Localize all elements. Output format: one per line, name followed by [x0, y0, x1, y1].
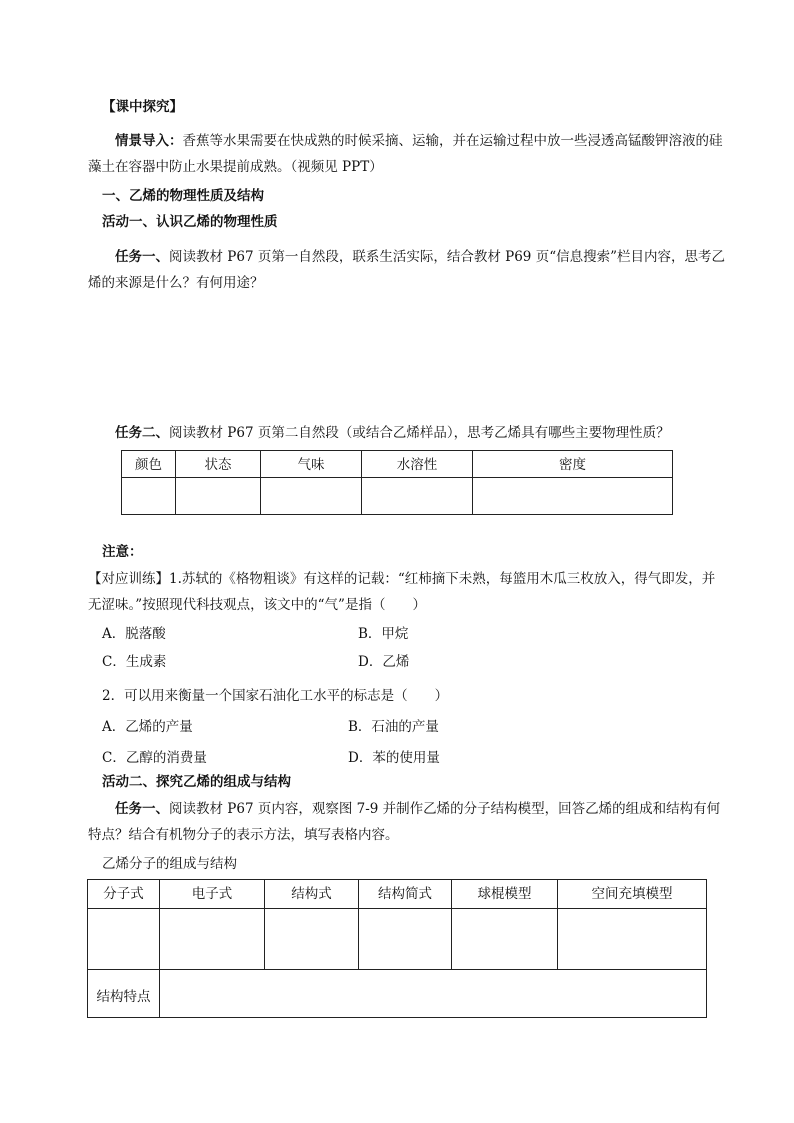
task2-paragraph — [88, 420, 728, 446]
practice-q2: 2．可以用来衡量一个国家石油化工水平的标志是（ ） — [102, 688, 449, 704]
cell-ball-stick-model[interactable] — [452, 909, 558, 970]
header-state: 状态 — [176, 451, 261, 478]
q1-option-a: A．脱落酸 — [102, 626, 166, 642]
structure-table — [87, 879, 707, 1018]
physical-properties-table — [121, 450, 673, 515]
note-label: 注意： — [102, 544, 143, 560]
q1-option-c: C．生成素 — [102, 654, 167, 670]
header-ball-stick-model: 球棍模型 — [452, 880, 558, 909]
header-structural-formula: 结构式 — [265, 880, 359, 909]
practice-q1 — [88, 566, 728, 618]
cell-electron-formula[interactable] — [160, 909, 265, 970]
cell-molecular-formula[interactable] — [88, 909, 160, 970]
cell-state[interactable] — [176, 478, 261, 515]
header-solubility: 水溶性 — [362, 451, 473, 478]
header-molecular-formula: 分子式 — [88, 880, 160, 909]
header-density: 密度 — [473, 451, 673, 478]
cell-condensed-formula[interactable] — [359, 909, 452, 970]
part1-title: 一、乙烯的物理性质及结构 — [102, 188, 264, 204]
header-electron-formula: 电子式 — [160, 880, 265, 909]
header-space-filling-model: 空间充填模型 — [558, 880, 707, 909]
header-odor: 气味 — [261, 451, 362, 478]
cell-odor[interactable] — [261, 478, 362, 515]
cell-space-filling-model[interactable] — [558, 909, 707, 970]
q2-option-a: A．乙烯的产量 — [102, 719, 193, 735]
task3-text: 阅读教材 P67 页内容，观察图 7-9 并制作乙烯的分子结构模型，回答乙烯的组成和结构有何特点？结合有机物分子的表示方法，填写表格内容。 — [88, 801, 721, 843]
header-color: 颜色 — [122, 451, 176, 478]
task1-paragraph — [88, 244, 728, 296]
q1-text: 1.苏轼的《格物粗谈》有这样的记载：“红柿摘下未熟，每篮用木瓜三枚放入，得气即发，并无涩味。”按照现代科技观点，该文中的“气”是指（ ） — [88, 571, 716, 613]
activity2-title: 活动二、探究乙烯的组成与结构 — [102, 774, 291, 790]
cell-structural-formula[interactable] — [265, 909, 359, 970]
table2-caption: 乙烯分子的组成与结构 — [102, 856, 237, 872]
q2-option-b: B．石油的产量 — [348, 719, 439, 735]
q1-option-d: D．乙烯 — [358, 654, 410, 670]
header-condensed-formula: 结构简式 — [359, 880, 452, 909]
intro-label: 情景导入： — [115, 133, 183, 149]
task2-text: 阅读教材 P67 页第二自然段（或结合乙烯样品），思考乙烯具有哪些主要物理性质？ — [169, 425, 670, 441]
cell-density[interactable] — [473, 478, 673, 515]
cell-structure-features[interactable] — [160, 970, 707, 1018]
practice-label: 【对应训练】 — [88, 571, 169, 587]
task3-paragraph — [88, 796, 728, 848]
task3-label: 任务一、 — [115, 801, 169, 817]
section-title: 【课中探究】 — [102, 99, 183, 115]
row-label-structure-features: 结构特点 — [88, 970, 160, 1018]
cell-solubility[interactable] — [362, 478, 473, 515]
task2-label: 任务二、 — [115, 425, 169, 441]
q2-option-d: D．苯的使用量 — [348, 750, 440, 766]
activity1-title: 活动一、认识乙烯的物理性质 — [102, 214, 278, 230]
q2-option-c: C．乙醇的消费量 — [102, 750, 207, 766]
cell-color[interactable] — [122, 478, 176, 515]
task1-label: 任务一、 — [115, 249, 169, 265]
q1-option-b: B．甲烷 — [358, 626, 409, 642]
intro-text: 香蕉等水果需要在快成熟的时候采摘、运输，并在运输过程中放一些浸透高锰酸钾溶液的硅藻土在容器中防止水果提前成熟。（视频见 PPT） — [88, 133, 723, 175]
task1-text: 阅读教材 P67 页第一自然段，联系生活实际，结合教材 P69 页“信息搜索”栏目内容，思考乙烯的来源是什么？有何用途？ — [88, 249, 725, 291]
intro-paragraph — [88, 128, 728, 180]
